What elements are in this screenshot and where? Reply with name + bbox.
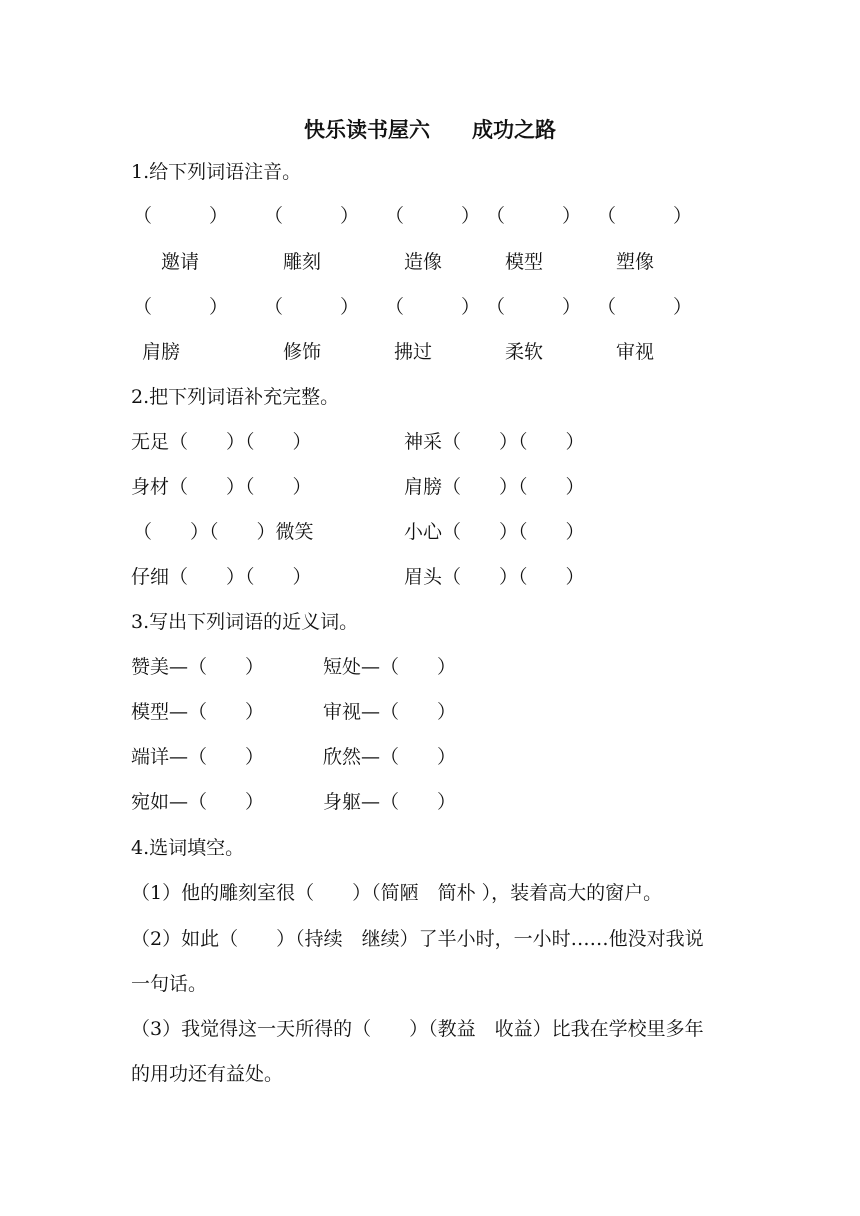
idiom-fill-item[interactable]: 仔细（ ）（ ） (131, 566, 312, 588)
vocab-word: 肩膀 (142, 341, 181, 363)
idiom-fill-item[interactable]: （ ）（ ）微笑 (133, 521, 314, 543)
vocab-word: 塑像 (616, 251, 655, 273)
q4-heading: 4.选词填空。 (131, 837, 245, 859)
vocab-word: 修饰 (283, 341, 322, 363)
synonym-item[interactable]: 宛如—（ ） (131, 791, 265, 813)
pinyin-blank[interactable]: （ ） (385, 296, 481, 318)
synonym-item[interactable]: 审视—（ ） (323, 701, 457, 723)
idiom-fill-item[interactable]: 神采（ ）（ ） (404, 431, 585, 453)
pinyin-blank[interactable]: （ ） (597, 205, 693, 227)
pinyin-blank[interactable]: （ ） (133, 296, 229, 318)
vocab-word: 柔软 (505, 341, 544, 363)
idiom-fill-item[interactable]: 小心（ ）（ ） (404, 521, 585, 543)
pinyin-blank[interactable]: （ ） (486, 205, 582, 227)
fill-sentence-continued: 一句话。 (131, 973, 208, 995)
pinyin-blank[interactable]: （ ） (133, 205, 229, 227)
vocab-word: 邀请 (161, 251, 200, 273)
vocab-word: 造像 (404, 251, 443, 273)
fill-sentence[interactable]: （1）他的雕刻室很（ ）（简陋 简朴 ），装着高大的窗户。 (131, 882, 663, 904)
idiom-fill-item[interactable]: 身材（ ）（ ） (131, 476, 312, 498)
vocab-word: 拂过 (394, 341, 433, 363)
vocab-word: 模型 (505, 251, 544, 273)
vocab-word: 审视 (616, 341, 655, 363)
q2-heading: 2.把下列词语补充完整。 (131, 386, 340, 408)
synonym-item[interactable]: 欣然—（ ） (323, 746, 457, 768)
pinyin-blank[interactable]: （ ） (385, 205, 481, 227)
pinyin-blank[interactable]: （ ） (264, 205, 360, 227)
page-title: 快乐读书屋六 成功之路 (304, 117, 556, 142)
fill-sentence[interactable]: （2）如此（ ）（持续 继续）了半小时，一小时……他没对我说 (131, 928, 704, 950)
q3-heading: 3.写出下列词语的近义词。 (131, 611, 359, 633)
synonym-item[interactable]: 短处—（ ） (323, 656, 457, 678)
vocab-word: 雕刻 (283, 251, 322, 273)
fill-sentence-continued: 的用功还有益处。 (131, 1063, 284, 1085)
pinyin-blank[interactable]: （ ） (597, 296, 693, 318)
fill-sentence[interactable]: （3）我觉得这一天所得的（ ）（教益 收益）比我在学校里多年 (131, 1018, 704, 1040)
pinyin-blank[interactable]: （ ） (264, 296, 360, 318)
pinyin-blank[interactable]: （ ） (486, 296, 582, 318)
idiom-fill-item[interactable]: 肩膀（ ）（ ） (404, 476, 585, 498)
synonym-item[interactable]: 身躯—（ ） (323, 791, 457, 813)
idiom-fill-item[interactable]: 无足（ ）（ ） (131, 431, 312, 453)
synonym-item[interactable]: 端详—（ ） (131, 746, 265, 768)
idiom-fill-item[interactable]: 眉头（ ）（ ） (404, 566, 585, 588)
synonym-item[interactable]: 模型—（ ） (131, 701, 265, 723)
q1-heading: 1.给下列词语注音。 (131, 161, 302, 183)
synonym-item[interactable]: 赞美—（ ） (131, 656, 265, 678)
